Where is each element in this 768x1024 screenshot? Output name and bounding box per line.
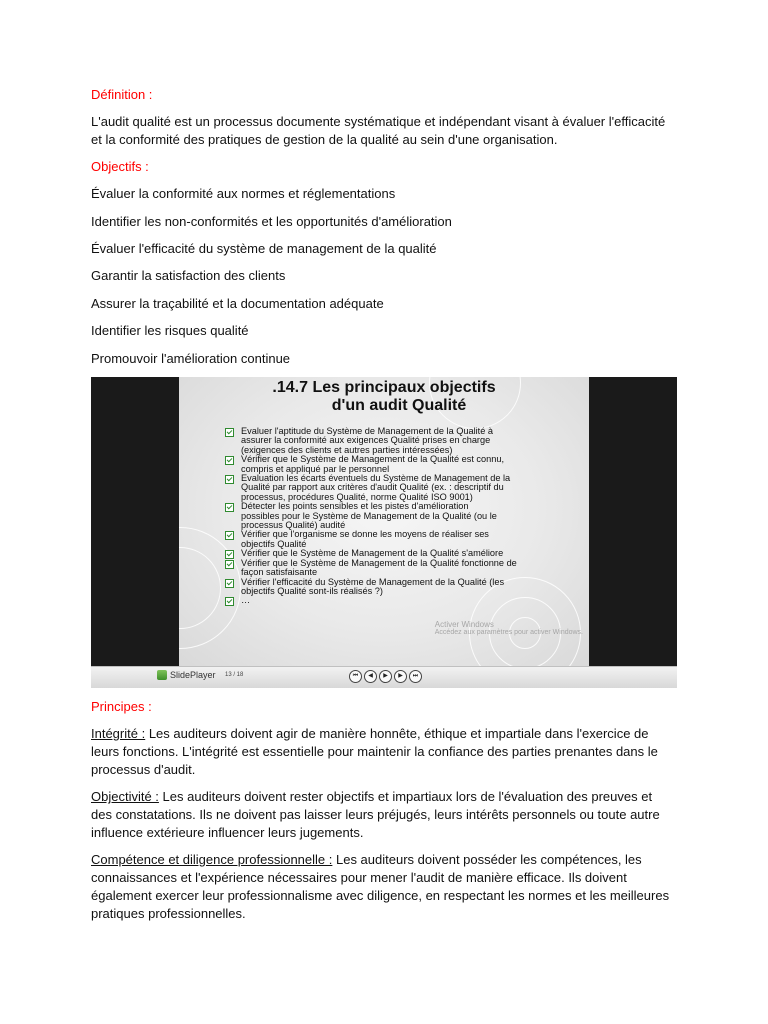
principe-label: Intégrité :: [91, 726, 146, 741]
play-icon[interactable]: ▶: [379, 670, 392, 683]
principe-competence-line: également exercer leur professionnalisme avec diligence, en respectant les normes et les meilleures: [91, 888, 670, 903]
principe-objectivite-line: influence extérieure influencer leurs jugements.: [91, 825, 364, 840]
principe-objectivite-line: des constatations. Ils ne doivent pas laisser leurs préjugés, leurs intérêts personnels ou toute autre: [91, 807, 660, 822]
slideplayer-logo: SlidePlayer: [157, 670, 216, 680]
slide-bullet: …: [225, 596, 570, 605]
slide-bullet: Vérifier que l'organisme se donne les moyens de réaliser ses objectifs Qualité: [225, 530, 570, 549]
page-counter: 13 / 18: [225, 672, 244, 678]
principe-label: Objectivité :: [91, 789, 159, 804]
slide-bullet-list: [225, 427, 570, 606]
last-icon[interactable]: ⏭: [409, 670, 422, 683]
objectif-item: Évaluer la conformité aux normes et réglementations: [91, 186, 396, 201]
definition-line-2: et la conformité des pratiques de gestion de la qualité au sein d'une organisation.: [91, 132, 558, 147]
checkbox-icon: [225, 456, 234, 465]
principe-objectivite: Objectivité : Les auditeurs doivent rester objectifs et impartiaux lors de l'évaluation des preuves et: [91, 789, 653, 804]
slideplayer-toolbar: [91, 666, 677, 688]
slide-bullet: Vérifier que le Système de Management de la Qualité fonctionne de façon satisfaisante: [225, 559, 570, 578]
objectif-item: Assurer la traçabilité et la documentation adéquate: [91, 296, 384, 311]
prev-icon[interactable]: ◀: [364, 670, 377, 683]
slide-bullet: Evaluation les écarts éventuels du Système de Management de la Qualité par rapport aux critères d'audit Qualité (ex. : descriptif du processus, procédures Qualité, norme Qualité ISO 9001): [225, 474, 570, 502]
slide-bullet: Vérifier que le Système de Management de la Qualité s'améliore: [225, 549, 570, 558]
principe-integrite-line: processus d'audit.: [91, 762, 196, 777]
principe-integrite: Intégrité : Les auditeurs doivent agir de manière honnête, éthique et impartiale dans l'exercice de: [91, 726, 649, 741]
principe-competence-line: pratiques professionnelles.: [91, 906, 246, 921]
checkbox-icon: [225, 560, 234, 569]
principe-label: Compétence et diligence professionnelle :: [91, 852, 333, 867]
slide-image: [91, 377, 677, 688]
objectif-item: Garantir la satisfaction des clients: [91, 268, 286, 283]
slide-title-line-2: d'un audit Qualité: [331, 397, 467, 414]
checkbox-icon: [225, 579, 234, 588]
slide-bullet: Vérifier que le Système de Management de la Qualité est connu, compris et appliqué par le personnel: [225, 455, 570, 474]
objectif-item: Identifier les risques qualité: [91, 323, 249, 338]
slideplayer-logo-icon: [157, 670, 167, 680]
objectifs-heading: Objectifs :: [91, 159, 149, 174]
principe-integrite-line: leurs fonctions. L'intégrité est essentielle pour maintenir la confiance des parties prenantes dans le: [91, 744, 658, 759]
slide-title-line-1: .14.7 Les principaux objectifs: [272, 379, 496, 396]
activation-watermark: Activer Windows Accédez aux paramètres pour activer Windows.: [434, 620, 583, 636]
slide-title: [179, 379, 589, 415]
slide-bullet: Vérifier l'efficacité du Système de Management de la Qualité (les objectifs Qualité sont-ils réalisés ?): [225, 578, 570, 597]
checkbox-icon: [225, 503, 234, 512]
objectif-item: Évaluer l'efficacité du système de management de la qualité: [91, 241, 437, 256]
definition-heading: Définition :: [91, 87, 153, 102]
checkbox-icon: [225, 531, 234, 540]
principe-competence-line: connaissances et l'expérience nécessaires pour mener l'audit de manière efficace. Ils doivent: [91, 870, 627, 885]
slide-content: [179, 377, 589, 667]
slide-navigation: [349, 670, 422, 683]
definition-line-1: L'audit qualité est un processus documente systématique et indépendant visant à évaluer l'efficacité: [91, 114, 666, 129]
slide-bullet: Evaluer l'aptitude du Système de Management de la Qualité à assurer la conformité aux exigences Qualité prises en charge (exigences des clients et autres parties intéressées): [225, 427, 570, 455]
principes-heading: Principes :: [91, 699, 152, 714]
objectif-item: Promouvoir l'amélioration continue: [91, 351, 291, 366]
next-icon[interactable]: ▶: [394, 670, 407, 683]
first-icon[interactable]: ⏮: [349, 670, 362, 683]
principe-competence: Compétence et diligence professionnelle : Les auditeurs doivent posséder les compétences, les: [91, 852, 642, 867]
checkbox-icon: [225, 428, 234, 437]
checkbox-icon: [225, 597, 234, 606]
checkbox-icon: [225, 475, 234, 484]
slide-bullet: Détecter les points sensibles et les pistes d'amélioration possibles pour le Système de Management de la Qualité (ou le processus Qualité) audité: [225, 502, 570, 530]
objectif-item: Identifier les non-conformités et les opportunités d'amélioration: [91, 214, 452, 229]
